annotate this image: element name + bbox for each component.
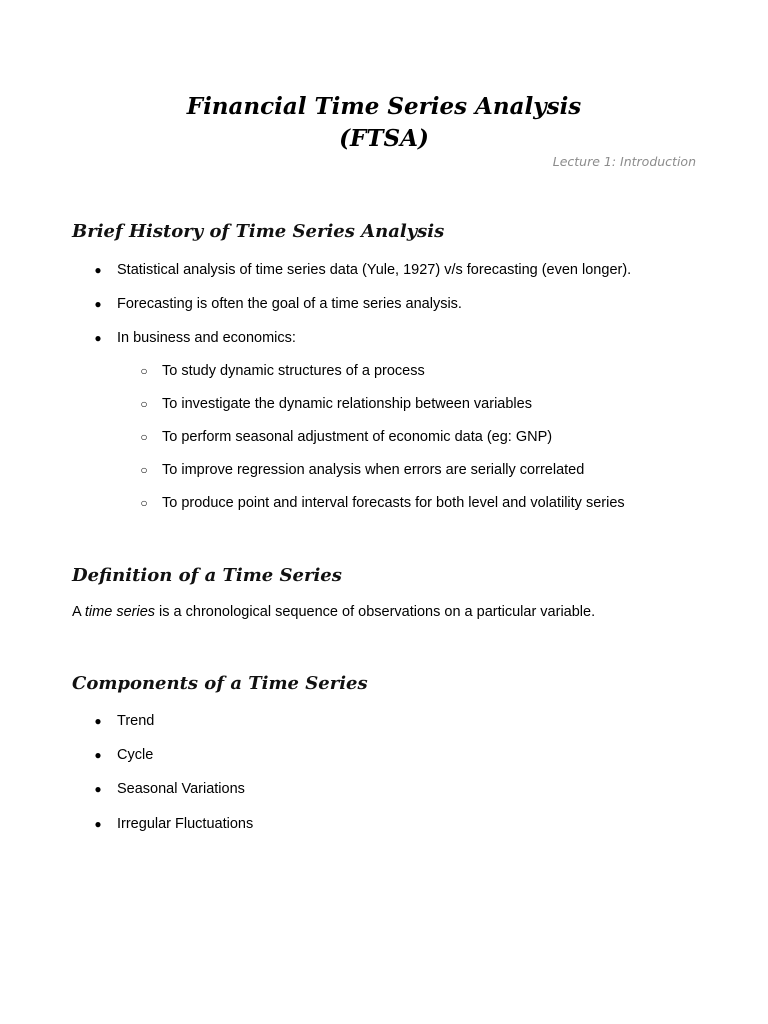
bullet-icon: ● [94, 782, 102, 796]
definition-term: time series [84, 604, 156, 620]
bullet-icon: ● [94, 331, 102, 345]
history-sub-bullet-text: To study dynamic structures of a process [162, 363, 425, 379]
definition-heading: Definition of a Time Series [72, 565, 342, 586]
history-bullet-text: In business and economics: [117, 330, 296, 346]
bullet-icon: ● [94, 748, 102, 762]
definition-body: is a chronological sequence of observations on a particular variable. [159, 604, 596, 620]
component-item-text: Seasonal Variations [117, 781, 245, 797]
circle-bullet-icon: ○ [140, 364, 148, 378]
definition-prefix: A [72, 604, 81, 620]
document-title-abbreviation: (FTSA) [339, 125, 429, 152]
bullet-icon: ● [94, 297, 102, 311]
component-item-text: Irregular Fluctuations [117, 816, 254, 832]
history-heading: Brief History of Time Series Analysis [72, 221, 445, 242]
bullet-icon: ● [94, 817, 102, 831]
bullet-icon: ● [94, 714, 102, 728]
definition-paragraph [72, 602, 595, 622]
circle-bullet-icon: ○ [140, 463, 148, 477]
history-bullet-text: Forecasting is often the goal of a time series analysis. [117, 296, 462, 312]
circle-bullet-icon: ○ [140, 496, 148, 510]
components-heading: Components of a Time Series [72, 673, 368, 694]
circle-bullet-icon: ○ [140, 430, 148, 444]
document-title: Financial Time Series Analysis [186, 93, 582, 120]
history-sub-bullet-text: To produce point and interval forecasts for both level and volatility series [162, 495, 625, 511]
history-sub-bullet-text: To investigate the dynamic relationship between variables [162, 396, 532, 412]
history-bullet-text: Statistical analysis of time series data (Yule, 1927) v/s forecasting (even longer). [117, 262, 632, 278]
history-sub-bullet-text: To improve regression analysis when errors are serially correlated [162, 462, 585, 478]
history-sub-bullet-text: To perform seasonal adjustment of economic data (eg: GNP) [162, 429, 553, 445]
component-item-text: Cycle [117, 747, 154, 763]
lecture-subtitle: Lecture 1: Introduction [552, 154, 696, 169]
bullet-icon: ● [94, 263, 102, 277]
circle-bullet-icon: ○ [140, 397, 148, 411]
component-item-text: Trend [117, 713, 155, 729]
